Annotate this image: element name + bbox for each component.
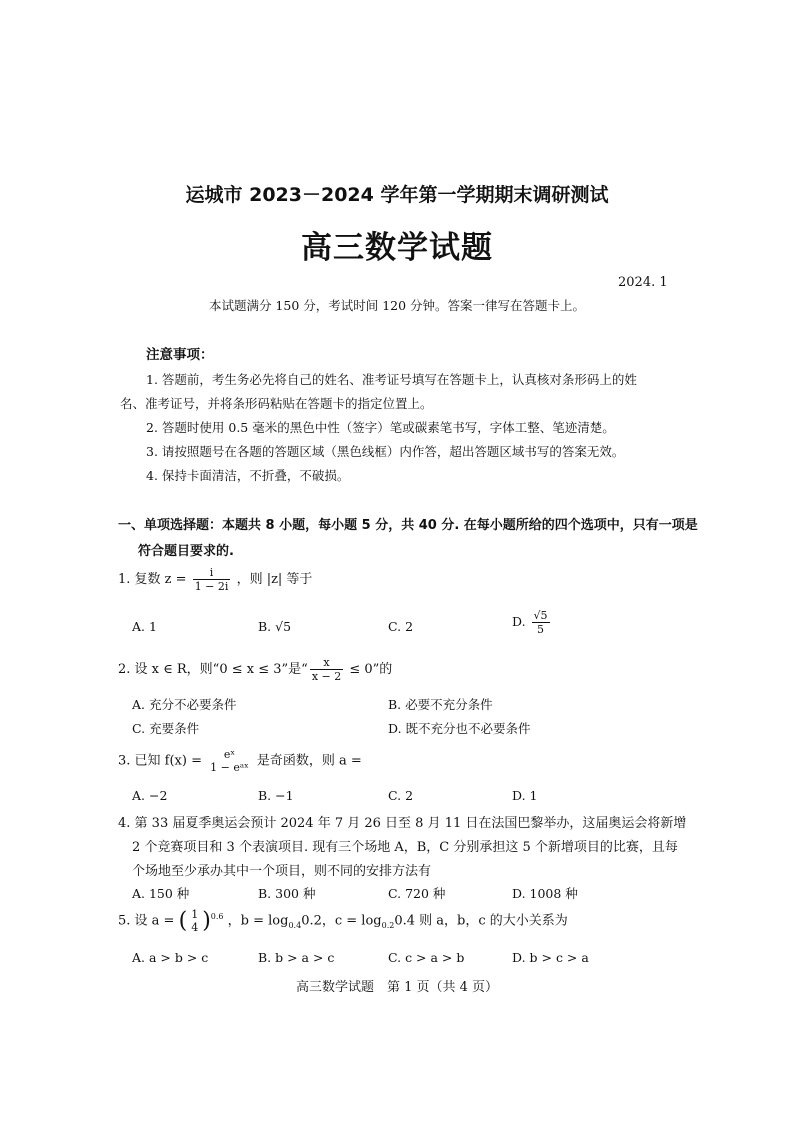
q1-option-d-den: 5 [537, 623, 545, 636]
q5-base-fraction [189, 908, 200, 934]
question-4-line: 4. 第 33 届夏季奥运会预计 2024 年 7 月 26 日至 8 月 11 日在法国巴黎举办，这届奥运会将新增 [118, 816, 687, 831]
q1-option-b: B. √5 [258, 619, 292, 634]
q5-log-base-1: 0.4 [288, 921, 302, 931]
q3-option-c: C. 2 [388, 788, 414, 803]
notes-item: 4. 保持卡面清洁，不折叠，不破损。 [146, 468, 350, 483]
q5-mid2: 0.2，c = log [301, 913, 382, 929]
q3-prefix: 3. 已知 f(x) = [118, 753, 202, 769]
q1-denominator: 1 − 2i [194, 580, 229, 593]
q1-option-a: A. 1 [132, 619, 157, 634]
section-heading-cont: 符合题目要求的. [138, 544, 234, 559]
q5-base-num: 1 [191, 908, 199, 921]
q4-option-b: B. 300 种 [258, 886, 316, 901]
q1-option-d-fraction [532, 609, 550, 636]
q2-fraction [310, 656, 343, 683]
question-5: 5. 设 a = ( 1 4 )$^{0.6}$ ，$b = \log_{0.4}0.2$，$c = \log_{0.2}0.4$ 则 a，b，c 的大小关系为 [118, 908, 568, 934]
question-1 [118, 566, 312, 593]
question-3 [118, 748, 362, 774]
q2-option-a: A. 充分不必要条件 [132, 697, 237, 712]
q3-option-d: D. 1 [512, 788, 538, 803]
exam-title: 运城市 2023－2024 学年第一学期期末调研测试 [185, 184, 609, 206]
q5-exponent: 0.6 [210, 912, 224, 922]
q5-option-c: C. c > a > b [388, 950, 465, 965]
q3-numerator: eˣ [223, 748, 236, 761]
q5-option-b: B. b > a > c [258, 950, 335, 965]
q3-fraction [208, 748, 251, 774]
question-4-line: 个场地至少承办其中一个项目，则不同的安排方法有 [132, 864, 432, 879]
q4-option-d: D. 1008 种 [512, 886, 578, 901]
q5-option-a: A. a > b > c [132, 950, 209, 965]
q1-fraction [193, 566, 231, 593]
q5-option-d: D. b > c > a [512, 950, 589, 965]
notes-item: 2. 答题时使用 0.5 毫米的黑色中性（签字）笔或碳素笔书写，字体工整、笔迹清楚。 [146, 420, 615, 435]
q5-suffix: 0.4 则 a，b，c 的大小关系为 [394, 913, 568, 929]
notes-item: 3. 请按照题号在各题的答题区域（黑色线框）内作答，超出答题区域书写的答案无效。 [146, 444, 625, 459]
q1-suffix: ，则 |z| 等于 [236, 572, 313, 587]
q1-prefix: 1. 复数 z = [118, 572, 187, 587]
q4-option-a: A. 150 种 [132, 886, 190, 901]
q1-option-c: C. 2 [388, 619, 414, 634]
exam-intro: 本试题满分 150 分，考试时间 120 分钟。答案一律写在答题卡上。 [208, 298, 586, 313]
q2-numerator: x [323, 656, 330, 669]
q5-log-base-2: 0.2 [381, 921, 395, 931]
q4-option-c: C. 720 种 [388, 886, 446, 901]
exam-date: 2024. 1 [618, 275, 668, 290]
notes-item: 名、准考证号，并将条形码粘贴在答题卡的指定位置上。 [120, 396, 433, 411]
q3-denominator: 1 − eᵃˣ [210, 761, 249, 774]
q1-option-d [512, 609, 552, 636]
section-heading: 一、单项选择题：本题共 8 小题，每小题 5 分，共 40 分. 在每小题所给的四个选项中，只有一项是 [118, 518, 698, 533]
q3-suffix: 是奇函数，则 a = [256, 753, 362, 769]
notes-title: 注意事项： [146, 347, 214, 363]
q1-option-d-num: √5 [533, 609, 548, 622]
q5-mid1: ，b = log [227, 913, 289, 929]
q2-suffix: ≤ 0”的 [345, 662, 393, 677]
page-footer: 高三数学试题 第 1 页（共 4 页） [295, 980, 499, 995]
q3-option-b: B. −1 [258, 788, 294, 803]
q5-base-den: 4 [191, 921, 199, 934]
q2-prefix: 2. 设 x ∈ R，则“0 ≤ x ≤ 3”是“ [118, 662, 308, 677]
question-4-line: 2 个竞赛项目和 3 个表演项目. 现有三个场地 A，B，C 分别承担这 5 个新增项目的比赛，且每 [132, 840, 678, 855]
question-2 [118, 656, 392, 683]
q2-denominator: x − 2 [311, 670, 342, 683]
q2-option-c: C. 充要条件 [132, 721, 200, 736]
q2-option-d: D. 既不充分也不必要条件 [388, 721, 531, 736]
q1-numerator: i [209, 566, 214, 579]
notes-item: 1. 答题前，考生务必先将自己的姓名、准考证号填写在答题卡上，认真核对条形码上的姓 [146, 372, 637, 387]
q1-option-d-label: D. [512, 614, 526, 629]
exam-subject-title: 高三数学试题 [301, 230, 493, 266]
q5-prefix: 5. 设 a = [118, 913, 175, 929]
q2-option-b: B. 必要不充分条件 [388, 697, 493, 712]
q3-option-a: A. −2 [132, 788, 168, 803]
